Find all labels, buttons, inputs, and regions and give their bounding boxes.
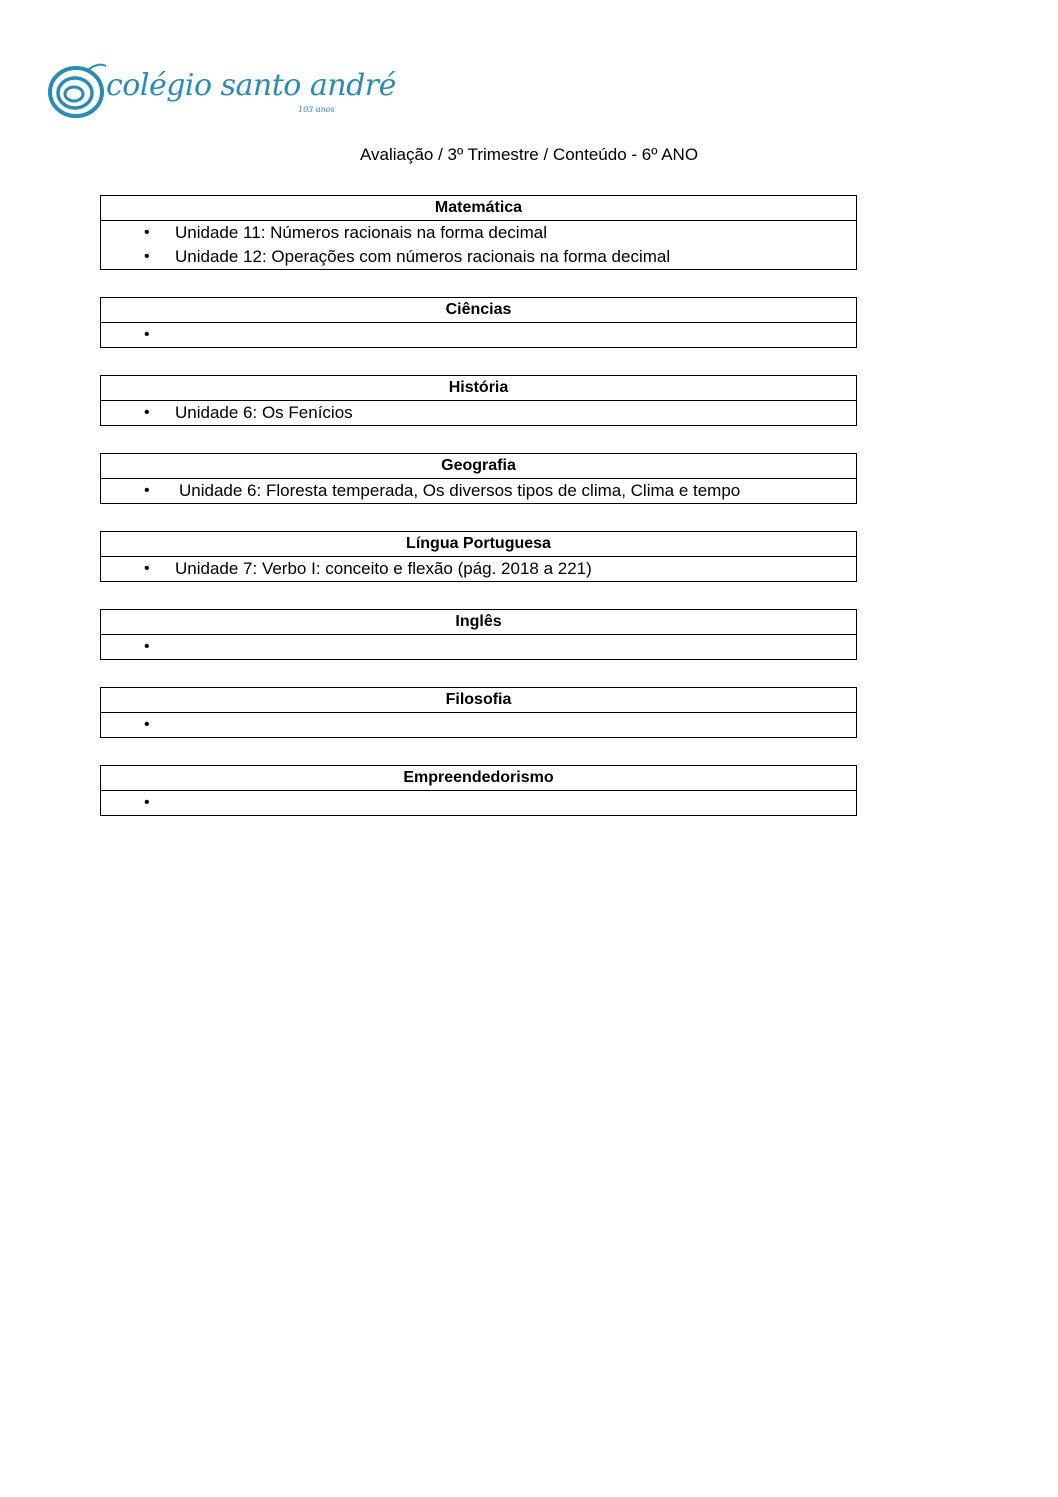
logo-name: colégio santo andré bbox=[106, 68, 396, 103]
list-item-text: Unidade 11: Números racionais na forma decimal bbox=[175, 223, 547, 242]
subject-box-filosofia bbox=[100, 687, 857, 738]
subject-box-empreendedorismo bbox=[100, 765, 857, 816]
list-item bbox=[101, 713, 856, 737]
swirl-logo-icon bbox=[48, 60, 108, 120]
subject-title: Matemática bbox=[101, 196, 856, 221]
list-item bbox=[101, 245, 856, 269]
subject-title: Inglês bbox=[101, 610, 856, 635]
bullet-icon: • bbox=[144, 794, 150, 811]
bullet-icon: • bbox=[144, 248, 150, 265]
list-item-text: Unidade 6: Floresta temperada, Os diversos tipos de clima, Clima e tempo bbox=[179, 481, 741, 500]
subject-box-ingles bbox=[100, 609, 857, 660]
subject-box-lingua-portuguesa bbox=[100, 531, 857, 582]
list-item bbox=[101, 557, 856, 581]
subject-title: Empreendedorismo bbox=[101, 766, 856, 791]
subject-title: Ciências bbox=[101, 298, 856, 323]
subject-title: Geografia bbox=[101, 454, 856, 479]
bullet-icon: • bbox=[144, 638, 150, 655]
list-item bbox=[101, 479, 856, 503]
list-item bbox=[101, 401, 856, 425]
bullet-icon: • bbox=[144, 482, 150, 499]
bullet-icon: • bbox=[144, 224, 150, 241]
bullet-icon: • bbox=[144, 404, 150, 421]
school-logo bbox=[48, 58, 396, 120]
list-item-text: Unidade 6: Os Fenícios bbox=[175, 403, 353, 422]
subject-box-geografia bbox=[100, 453, 857, 504]
bullet-icon: • bbox=[144, 560, 150, 577]
subjects-list bbox=[100, 195, 857, 843]
bullet-icon: • bbox=[144, 716, 150, 733]
list-item-text: Unidade 12: Operações com números racionais na forma decimal bbox=[175, 247, 671, 266]
list-item bbox=[101, 791, 856, 815]
list-item bbox=[101, 323, 856, 347]
subject-box-ciencias bbox=[100, 297, 857, 348]
list-item bbox=[101, 221, 856, 245]
logo-tagline: 103 anos bbox=[298, 105, 335, 114]
subject-title: Língua Portuguesa bbox=[101, 532, 856, 557]
subject-title: História bbox=[101, 376, 856, 401]
subject-box-historia bbox=[100, 375, 857, 426]
list-item-text: Unidade 7: Verbo I: conceito e flexão (pág. 2018 a 221) bbox=[175, 559, 592, 578]
list-item bbox=[101, 635, 856, 659]
page-title: Avaliação / 3º Trimestre / Conteúdo - 6º ANO bbox=[359, 145, 699, 164]
subject-title: Filosofia bbox=[101, 688, 856, 713]
subject-box-matematica bbox=[100, 195, 857, 270]
bullet-icon: • bbox=[144, 326, 150, 343]
